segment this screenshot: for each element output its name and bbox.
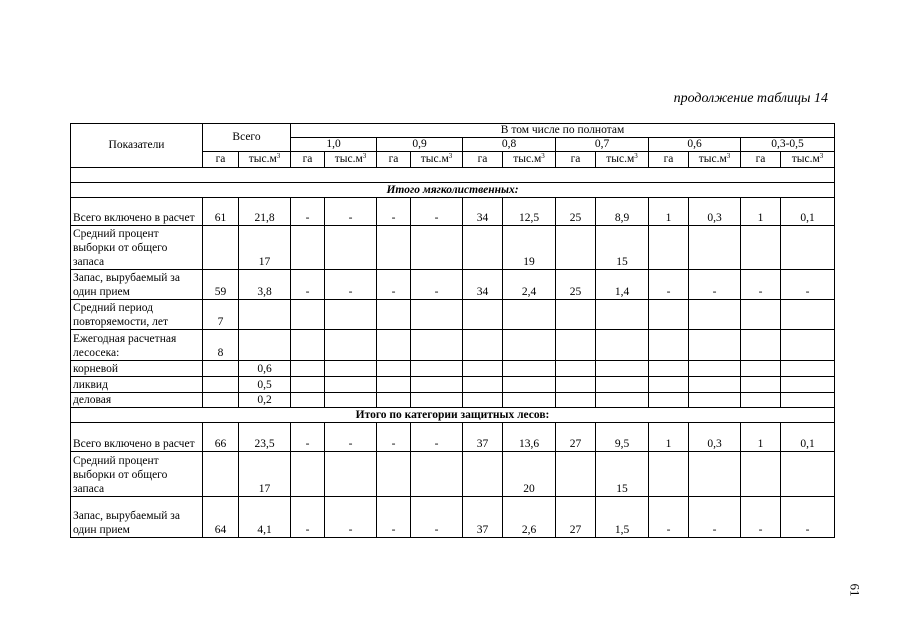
table-cell — [411, 226, 463, 270]
table-cell: - — [649, 270, 689, 300]
table-cell — [503, 300, 556, 330]
table-cell: 27 — [556, 497, 596, 538]
table-cell — [781, 300, 835, 330]
row-label: Средний период повторяемости, лет — [71, 300, 203, 330]
table-cell: 1,4 — [596, 270, 649, 300]
table-cell: - — [741, 497, 781, 538]
table-cell — [781, 226, 835, 270]
unit-ha-header: га — [556, 152, 596, 168]
unit-ha-header: га — [203, 152, 239, 168]
table-cell: 1 — [741, 198, 781, 226]
table-cell — [649, 226, 689, 270]
table-cell — [377, 226, 411, 270]
table-cell — [556, 300, 596, 330]
table-cell: - — [291, 423, 325, 452]
table-row — [71, 423, 835, 452]
table-cell — [203, 393, 239, 408]
table-cell: - — [649, 497, 689, 538]
table-row — [71, 377, 835, 393]
table-cell — [781, 377, 835, 393]
table-cell: 25 — [556, 198, 596, 226]
row-label: Всего включено в расчет — [71, 423, 203, 452]
table-cell: - — [325, 497, 377, 538]
table-cell — [203, 452, 239, 497]
table-cell: 7 — [203, 300, 239, 330]
table-cell: 1 — [649, 198, 689, 226]
table-row — [71, 452, 835, 497]
table-cell: - — [325, 270, 377, 300]
table-cell: - — [411, 497, 463, 538]
density-header: 0,3-0,5 — [741, 138, 835, 152]
table-cell — [596, 361, 649, 377]
table-cell: 21,8 — [239, 198, 291, 226]
table-row — [71, 300, 835, 330]
table-cell: 0,3 — [689, 423, 741, 452]
table-cell — [689, 452, 741, 497]
table-cell — [556, 361, 596, 377]
table-cell — [377, 300, 411, 330]
unit-volume-header: $тыс.м^3$ — [503, 152, 556, 168]
table-row — [71, 330, 835, 361]
density-header: 1,0 — [291, 138, 377, 152]
table-cell — [649, 377, 689, 393]
table-cell: - — [377, 198, 411, 226]
table-cell — [741, 300, 781, 330]
table-cell — [411, 300, 463, 330]
table-cell: - — [377, 270, 411, 300]
table-cell: 19 — [503, 226, 556, 270]
table-cell: - — [741, 270, 781, 300]
table-cell: - — [325, 423, 377, 452]
table-cell — [596, 300, 649, 330]
table-cell — [377, 377, 411, 393]
table-cell: - — [325, 198, 377, 226]
spacer-row — [71, 168, 835, 183]
table-cell: 2,4 — [503, 270, 556, 300]
table-cell: 0,1 — [781, 198, 835, 226]
table-cell — [325, 361, 377, 377]
table-cell — [411, 330, 463, 361]
table-cell: 23,5 — [239, 423, 291, 452]
table-cell: - — [291, 270, 325, 300]
table-cell: 66 — [203, 423, 239, 452]
table-row — [71, 270, 835, 300]
table-cell — [741, 452, 781, 497]
table-cell: 17 — [239, 452, 291, 497]
table-cell: - — [411, 423, 463, 452]
density-header: 0,9 — [377, 138, 463, 152]
table-cell: 13,6 — [503, 423, 556, 452]
table-cell — [325, 452, 377, 497]
table-cell: - — [689, 270, 741, 300]
table-cell — [411, 452, 463, 497]
table-cell — [649, 300, 689, 330]
table-cell — [503, 330, 556, 361]
unit-volume-header: $тыс.м^3$ — [239, 152, 291, 168]
header-by-density: В том числе по полнотам — [291, 124, 835, 138]
table-cell: 37 — [463, 423, 503, 452]
table-cell — [377, 393, 411, 408]
table-cell — [377, 452, 411, 497]
table-cell: 4,1 — [239, 497, 291, 538]
table-cell: - — [781, 497, 835, 538]
table-cell: - — [689, 497, 741, 538]
table-cell — [689, 393, 741, 408]
table-cell — [689, 226, 741, 270]
table-cell — [503, 361, 556, 377]
table-cell — [689, 300, 741, 330]
density-header: 0,7 — [556, 138, 649, 152]
table-cell — [411, 393, 463, 408]
table-cell: - — [781, 270, 835, 300]
row-label: Запас, вырубаемый за один прием — [71, 270, 203, 300]
table-cell — [556, 377, 596, 393]
table-cell — [503, 393, 556, 408]
table-cell — [239, 300, 291, 330]
table-cell: 8,9 — [596, 198, 649, 226]
table-cell — [741, 393, 781, 408]
table-cell — [689, 361, 741, 377]
table-row — [71, 361, 835, 377]
unit-volume-header: $тыс.м^3$ — [689, 152, 741, 168]
table-cell — [377, 361, 411, 377]
table-cell: - — [411, 198, 463, 226]
unit-volume-header: $тыс.м^3$ — [781, 152, 835, 168]
table-cell: 15 — [596, 226, 649, 270]
table-cell — [463, 452, 503, 497]
table-cell: 12,5 — [503, 198, 556, 226]
table-cell — [203, 377, 239, 393]
forest-table — [70, 123, 835, 538]
table-cell: 8 — [203, 330, 239, 361]
table-cell — [781, 361, 835, 377]
table-cell — [411, 377, 463, 393]
section-title: Итого по категории защитных лесов: — [71, 408, 835, 423]
table-cell: 1,5 — [596, 497, 649, 538]
table-cell — [377, 330, 411, 361]
section-title: Итого мягколиственных: — [71, 183, 835, 198]
header-indicators: Показатели — [71, 124, 203, 168]
table-row — [71, 226, 835, 270]
table-caption: продолжение таблицы 14 — [673, 91, 828, 106]
unit-volume-header: $тыс.м^3$ — [411, 152, 463, 168]
table-cell — [291, 330, 325, 361]
table-cell — [741, 361, 781, 377]
table-cell: 34 — [463, 270, 503, 300]
table-cell — [556, 393, 596, 408]
table-cell — [556, 330, 596, 361]
table-cell — [463, 226, 503, 270]
table-cell: - — [377, 497, 411, 538]
table-cell: 1 — [741, 423, 781, 452]
page-number: 61 — [847, 583, 863, 597]
table-cell — [463, 393, 503, 408]
density-header: 0,8 — [463, 138, 556, 152]
unit-volume-header: $тыс.м^3$ — [596, 152, 649, 168]
row-label: деловая — [71, 393, 203, 408]
row-label: Всего включено в расчет — [71, 198, 203, 226]
table-cell: - — [411, 270, 463, 300]
table-cell — [741, 330, 781, 361]
unit-volume-header: $тыс.м^3$ — [325, 152, 377, 168]
table-cell — [503, 377, 556, 393]
table-cell — [325, 226, 377, 270]
table-cell — [325, 330, 377, 361]
table-cell: 17 — [239, 226, 291, 270]
table-cell — [741, 377, 781, 393]
table-cell — [291, 393, 325, 408]
table-cell: 0,6 — [239, 361, 291, 377]
table-cell — [203, 226, 239, 270]
header-total: Всего — [203, 124, 291, 152]
table-cell: 0,1 — [781, 423, 835, 452]
table-cell: - — [291, 497, 325, 538]
table-cell: - — [377, 423, 411, 452]
table-cell — [649, 361, 689, 377]
row-label: Средний процент выборки от общего запаса — [71, 226, 203, 270]
table-cell: - — [291, 198, 325, 226]
table-cell: 3,8 — [239, 270, 291, 300]
table-cell — [556, 226, 596, 270]
table-row — [71, 497, 835, 538]
table-cell: 27 — [556, 423, 596, 452]
row-label: Запас, вырубаемый за один прием — [71, 497, 203, 538]
unit-ha-header: га — [649, 152, 689, 168]
table-cell — [781, 330, 835, 361]
table-cell — [291, 377, 325, 393]
table-cell — [291, 361, 325, 377]
table-cell — [239, 330, 291, 361]
table-cell — [203, 361, 239, 377]
row-label: Средний процент выборки от общего запаса — [71, 452, 203, 497]
unit-ha-header: га — [463, 152, 503, 168]
table-cell — [325, 377, 377, 393]
unit-ha-header: га — [291, 152, 325, 168]
density-header: 0,6 — [649, 138, 741, 152]
row-label: корневой — [71, 361, 203, 377]
table-cell — [291, 226, 325, 270]
table-cell — [291, 300, 325, 330]
table-cell: 0,2 — [239, 393, 291, 408]
table-cell: 1 — [649, 423, 689, 452]
table-cell: 59 — [203, 270, 239, 300]
table-cell: 15 — [596, 452, 649, 497]
table-cell — [781, 393, 835, 408]
table-cell: 0,3 — [689, 198, 741, 226]
table-cell — [325, 300, 377, 330]
table-cell — [596, 330, 649, 361]
table-cell — [463, 300, 503, 330]
table-cell — [741, 226, 781, 270]
table-cell: 2,6 — [503, 497, 556, 538]
unit-ha-header: га — [377, 152, 411, 168]
table-row — [71, 393, 835, 408]
table-cell — [596, 393, 649, 408]
table-cell: 9,5 — [596, 423, 649, 452]
table-cell — [325, 393, 377, 408]
table-cell — [556, 452, 596, 497]
table-cell: 34 — [463, 198, 503, 226]
table-cell — [649, 393, 689, 408]
table-cell — [596, 377, 649, 393]
unit-ha-header: га — [741, 152, 781, 168]
table-cell — [411, 361, 463, 377]
table-cell — [781, 452, 835, 497]
table-cell: 61 — [203, 198, 239, 226]
table-cell — [463, 330, 503, 361]
table-cell — [689, 330, 741, 361]
table-cell: 0,5 — [239, 377, 291, 393]
table-cell: 64 — [203, 497, 239, 538]
table-cell: 37 — [463, 497, 503, 538]
table-row — [71, 198, 835, 226]
table-cell — [463, 377, 503, 393]
row-label: Ежегодная расчетная лесосека: — [71, 330, 203, 361]
table-cell — [291, 452, 325, 497]
table-cell: 20 — [503, 452, 556, 497]
row-label: ликвид — [71, 377, 203, 393]
table-cell: 25 — [556, 270, 596, 300]
table-cell — [689, 377, 741, 393]
table-cell — [463, 361, 503, 377]
table-cell — [649, 330, 689, 361]
table-cell — [649, 452, 689, 497]
